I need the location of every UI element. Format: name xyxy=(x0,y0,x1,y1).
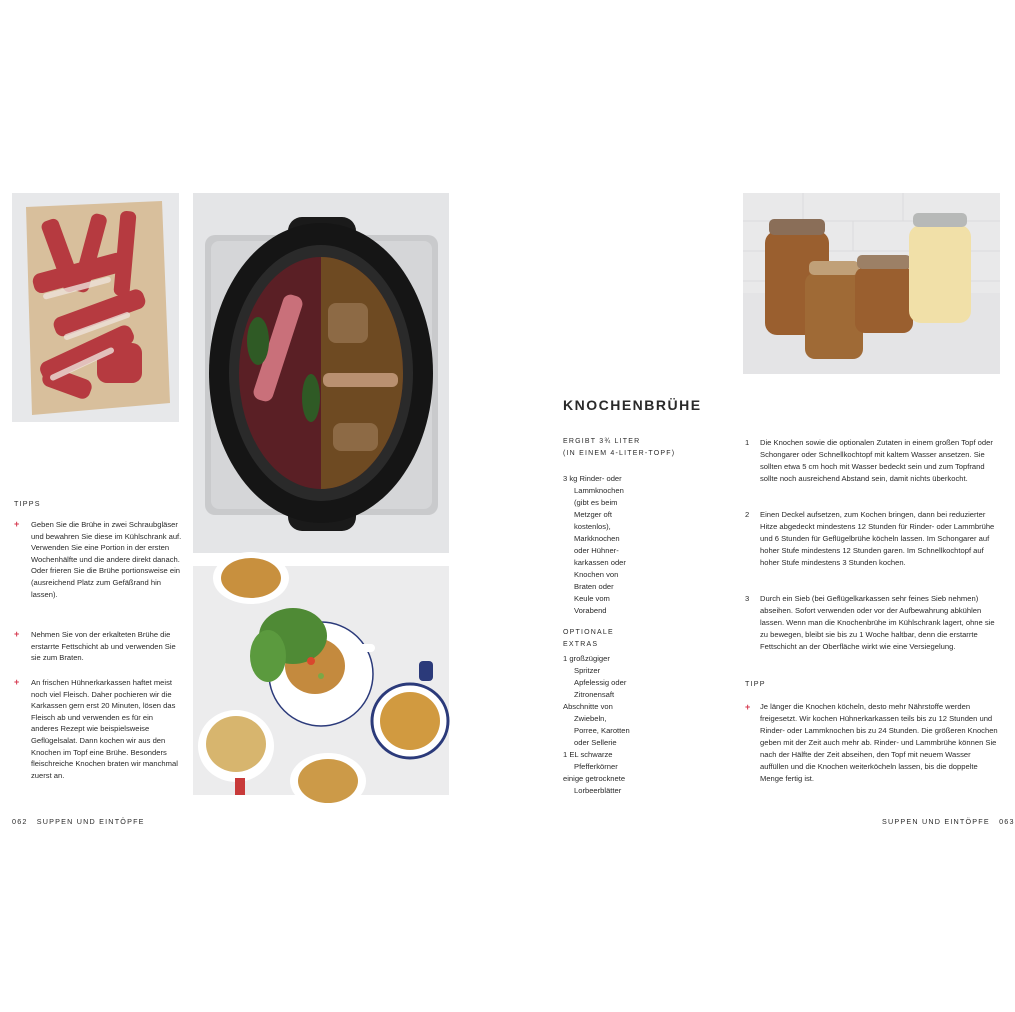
step-number: 2 xyxy=(745,510,750,519)
ingredient-line: Abschnitte von xyxy=(563,702,613,711)
ingredient-line: Apfelessig oder xyxy=(574,678,627,687)
raw-bones-photo xyxy=(12,193,179,422)
footer-left xyxy=(12,817,145,826)
broth-bowls-photo xyxy=(193,566,449,795)
section-name: SUPPEN UND EINTÖPFE xyxy=(882,817,990,826)
broth-jars-photo xyxy=(743,193,1000,374)
ingredient-line: Zitronensaft xyxy=(574,690,615,699)
plus-icon: + xyxy=(14,629,20,639)
optional-heading-1: OPTIONALE xyxy=(563,629,614,636)
tip-text: Geben Sie die Brühe in zwei Schraubgläser und bewahren Sie diese im Kühlschrank auf. Verwenden Sie eine Portion in der ersten Wochenhälfte und die andere direkt danach. Oder frieren Sie die Brühe portionsweise ein (ausreichend Platz zum Gefäßrand hin lassen). xyxy=(31,520,182,599)
section-name: SUPPEN UND EINTÖPFE xyxy=(36,817,145,826)
ingredient-line: Zwiebeln, xyxy=(574,714,607,723)
step-text: Die Knochen sowie die optionalen Zutaten in einem großen Topf oder Schongarer oder Schnellkochtopf mit kaltem Wasser ansetzen. Sie sollten etwa 5 cm hoch mit Wasser bedeckt sein und zum Topfrand sollte noch ausreichend Abstand sein, damit nichts überkocht. xyxy=(760,438,993,483)
step-number: 1 xyxy=(745,438,750,447)
ingredient-line: einige getrocknete xyxy=(563,774,626,783)
ingredient-list-optional xyxy=(563,653,693,797)
method-step xyxy=(745,593,1000,653)
tips-heading: TIPPS xyxy=(14,499,41,508)
ingredient-line: Keule vom xyxy=(574,594,610,603)
slow-cooker-photo xyxy=(193,193,449,553)
ingredient-line: 3 kg Rinder- oder xyxy=(563,474,622,483)
ingredient-line: Markknochen xyxy=(574,534,620,543)
ingredient-line: Porree, Karotten xyxy=(574,726,630,735)
tip-text: Nehmen Sie von der erkalteten Brühe die erstarrte Fettschicht ab und verwenden Sie sie zum Braten. xyxy=(31,630,176,663)
plus-icon: + xyxy=(14,519,20,529)
step-text: Durch ein Sieb (bei Geflügelkarkassen sehr feines Sieb nehmen) abseihen. Sofort verwenden oder vor der Aufbewahrung abkühlen lassen. Wenn man die Knochenbrühe im Kühlschrank lagert, ohne sie zu bewegen, bleibt sie bis zu 1 Woche haltbar, denn die erstarrte Fettschicht an der Oberfläche wirkt wie eine Versiegelung. xyxy=(760,594,995,651)
ingredient-line: karkassen oder xyxy=(574,558,626,567)
ingredient-line: Spritzer xyxy=(574,666,601,675)
ingredient-line: oder Hühner- xyxy=(574,546,619,555)
yield-line-1: ERGIBT 3¾ LITER xyxy=(563,438,641,445)
step-text: Einen Deckel aufsetzen, zum Kochen bringen, dann bei reduzierter Hitze abgedeckt mindestens 12 Stunden für Rinder- oder Lammbrühe und 6 Stunden für Geflügelbrühe köcheln lassen. Im Schongarer auf hoher Stufe mindestens 12 Stunden garen. Im Schnellkochtopf auf hoher Stufe mindestens 3 Stunden kochen. xyxy=(760,510,995,567)
recipe-title: KNOCHENBRÜHE xyxy=(563,397,702,413)
ingredient-line: Pfefferkörner xyxy=(574,762,618,771)
method-step xyxy=(745,509,1000,569)
tip-item xyxy=(14,629,182,664)
ingredient-line: oder Sellerie xyxy=(574,738,617,747)
ingredient-line: 1 großzügiger xyxy=(563,654,610,663)
tip-item xyxy=(14,677,182,781)
ingredient-line: kostenlos), xyxy=(574,522,611,531)
ingredient-line: Braten oder xyxy=(574,582,614,591)
ingredient-line: Vorabend xyxy=(574,606,607,615)
ingredient-line: Lorbeerblätter xyxy=(574,786,622,795)
footer-right xyxy=(882,817,1015,826)
method-step xyxy=(745,437,1000,485)
tipp-item xyxy=(745,701,1000,785)
ingredient-line: (gibt es beim xyxy=(574,498,618,507)
ingredient-line: 1 EL schwarze xyxy=(563,750,613,759)
tipp-heading: TIPP xyxy=(745,679,766,688)
plus-icon: + xyxy=(745,702,751,712)
yield-line-2: (IN EINEM 4-LITER-TOPF) xyxy=(563,450,676,457)
ingredient-line: Lammknochen xyxy=(574,486,624,495)
page-number: 063 xyxy=(999,817,1015,826)
tipp-text: Je länger die Knochen köcheln, desto mehr Nährstoffe werden freigesetzt. Wir kochen Hühnerkarkassen teils bis zu 12 Stunden und Rinder- oder Lammknochen bis zu 24 Stunden. Die größeren Knochen geben mit der Zeit auch mehr ab. Rinder- und Lammbrühe können Sie nach der Hälfte der Zeit abseihen, den Topf mit neuem Wasser auffüllen und die Knochen weiterköcheln lassen, bis die doppelte Menge fertig ist. xyxy=(760,702,998,783)
step-number: 3 xyxy=(745,594,750,603)
ingredient-line: Knochen von xyxy=(574,570,619,579)
page-number: 062 xyxy=(12,817,28,826)
tip-item xyxy=(14,519,182,600)
optional-heading-2: EXTRAS xyxy=(563,641,599,648)
tip-text: An frischen Hühnerkarkassen haftet meist noch viel Fleisch. Daher pochieren wir die Karkassen gern erst 20 Minuten, lösen das Fleisch ab und verwenden es für ein anderes Rezept wie beispielsweise Geflügelsalat. Dann kochen wir aus den Knochen im Topf eine Brühe. Besonders fleischreiche Knochen braten wir manchmal zuerst an. xyxy=(31,678,178,780)
plus-icon: + xyxy=(14,677,20,687)
ingredient-line: Metzger oft xyxy=(574,510,612,519)
ingredient-list-main xyxy=(563,473,693,617)
